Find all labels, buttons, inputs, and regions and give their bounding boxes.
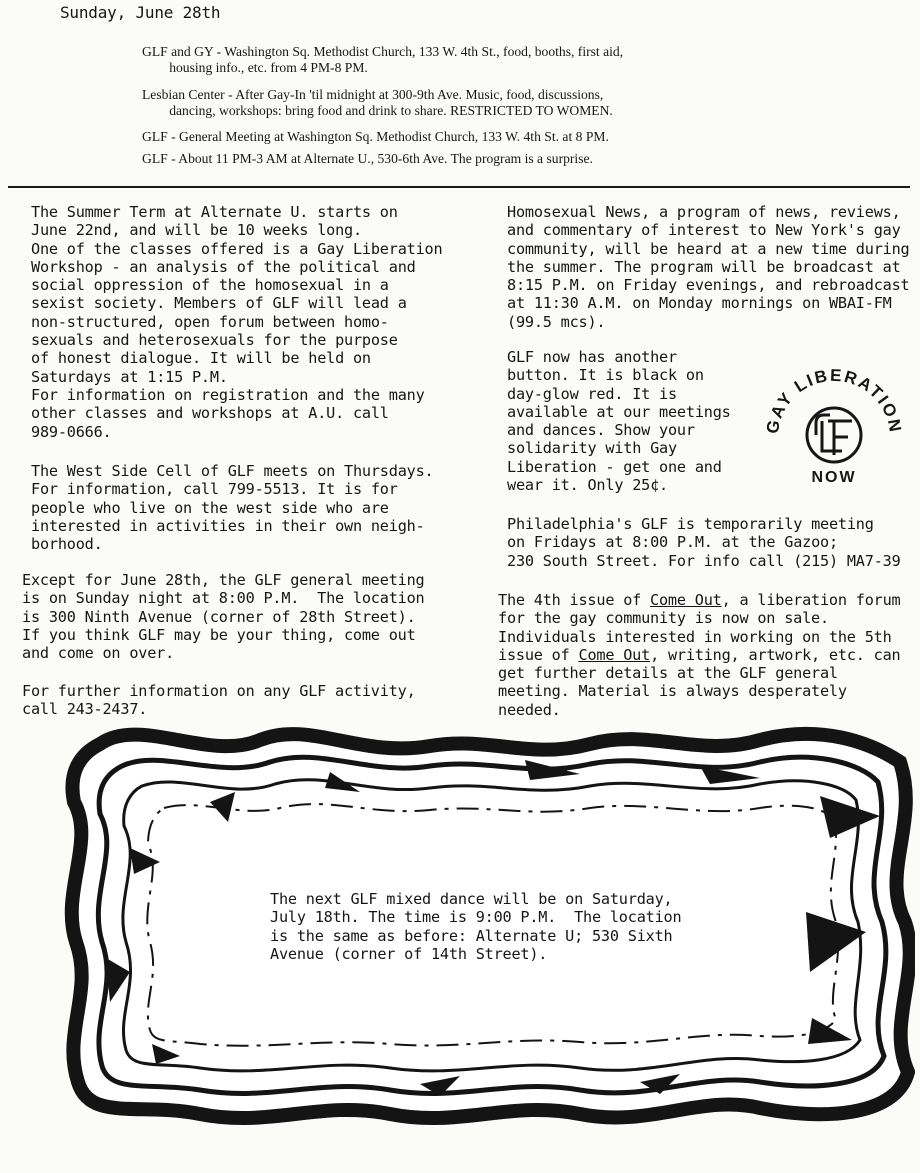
logo-bottom-text: NOW — [811, 469, 857, 486]
glf-button-paragraph: GLF now has another button. It is black on day-glow red. It is available at our meetings and dances. Show your solidarity with Gay Liberation - get one and wear it. Only 25¢. — [507, 348, 731, 495]
come-out-text: , writing, artwork, etc. can get further details at the GLF general meeting. Material is always desperately needed. — [498, 645, 901, 719]
come-out-title: Come Out — [650, 591, 722, 609]
come-out-paragraph — [498, 591, 918, 719]
further-info-paragraph: For further information on any GLF activity, call 243-2437. — [22, 682, 416, 719]
west-side-cell-paragraph: The West Side Cell of GLF meets on Thursdays. For information, call 799-5513. It is for people who live on the west side who are interested in activities in their own neigh- borhood. — [31, 462, 434, 554]
summer-term-paragraph: The Summer Term at Alternate U. starts on June 22nd, and will be 10 weeks long. One of the classes offered is a Gay Liberation Workshop - an analysis of the political and social oppression of the homosexual in a sexist society. Members of GLF will lead a non-structured, open forum between homo- sexuals and heterosexuals for the purpose of honest dialogue. It will be held on Saturdays at 1:15 P.M. For information on registration and the many other classes and workshops at A.U. call 989-0666. — [31, 203, 443, 441]
gay-liberation-now-logo — [758, 355, 908, 495]
mixed-dance-notice: The next GLF mixed dance will be on Saturday, July 18th. The time is 9:00 P.M. The location is the same as before: Alternate U; 530 Sixth Avenue (corner of 14th Street). — [270, 890, 682, 963]
schedule-item-general-meeting: GLF - General Meeting at Washington Sq. Methodist Church, 133 W. 4th St. at 8 PM. — [142, 129, 609, 144]
philadelphia-paragraph: Philadelphia's GLF is temporarily meeting on Fridays at 8:00 P.M. at the Gazoo; 230 South Street. For info call (215) MA7-39 — [507, 515, 901, 570]
come-out-text: The 4th issue of — [498, 591, 651, 609]
page-date-heading: Sunday, June 28th — [60, 3, 221, 22]
schedule-item-alternate-u: GLF - About 11 PM-3 AM at Alternate U., 530-6th Ave. The program is a surprise. — [142, 151, 593, 166]
general-meeting-paragraph: Except for June 28th, the GLF general meeting is on Sunday night at 8:00 P.M. The location is 300 Ninth Avenue (corner of 28th Street). If you think GLF may be your thing, come out and come on over. — [22, 571, 425, 663]
schedule-item-lesbian-center: Lesbian Center - After Gay-In 'til midnight at 300-9th Ave. Music, food, discussions, dancing, workshops: bring food and drink to share. RESTRICTED TO WOMEN. — [142, 87, 613, 118]
section-divider — [8, 186, 910, 188]
logo-top-text: GAY LIBERATION — [762, 365, 906, 436]
schedule-item-glf-gy: GLF and GY - Washington Sq. Methodist Church, 133 W. 4th St., food, booths, first aid, housing info., etc. from 4 PM-8 PM. — [142, 44, 624, 75]
logo-glf-monogram — [816, 415, 852, 455]
come-out-title: Come Out — [578, 645, 651, 664]
homosexual-news-paragraph: Homosexual News, a program of news, reviews, and commentary of interest to New York's gay community, will be heard at a new time during the summer. The program will be broadcast at 8:15 P.M. on Friday evenings, and rebroadcast at 11:30 A.M. on Monday mornings on WBAI-FM (99.5 mcs). — [507, 203, 910, 331]
come-out-text: , a liberation forum for the gay community is now on sale. Individuals interested in working on the 5th issue of — [498, 591, 901, 664]
